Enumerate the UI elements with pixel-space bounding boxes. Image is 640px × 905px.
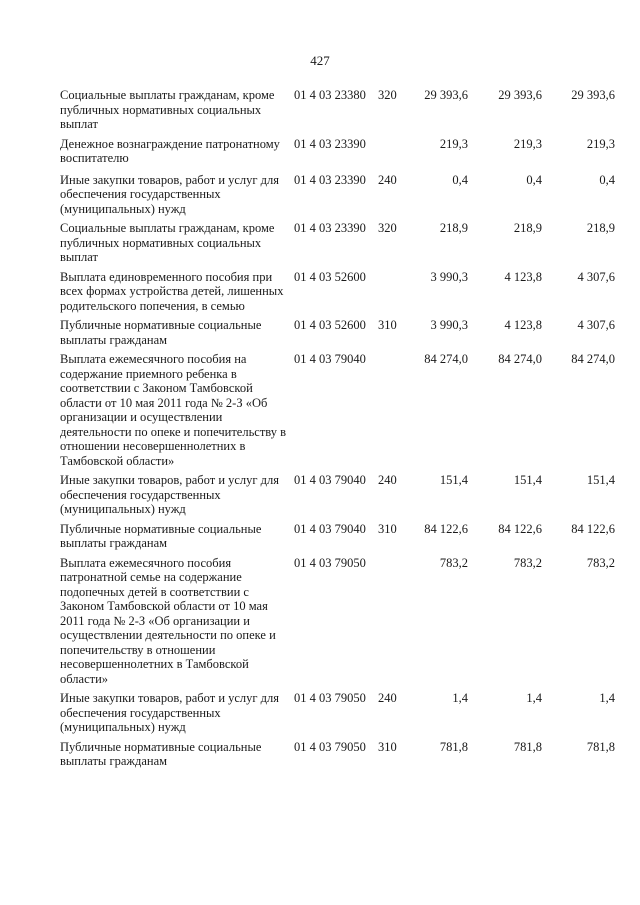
row-code: 01 4 03 52600 — [294, 269, 366, 284]
table-row — [60, 270, 622, 314]
table-row — [60, 691, 622, 735]
row-description: Выплата единовременного пособия при всех формах устройства детей, лишенных родительского попечения, в семью — [60, 269, 284, 313]
row-description: Выплата ежемесячного пособия на содержание приемного ребенка в соответствии с Законом Тамбовской области от 10 мая 2011 года № 2-З «Об организации и осуществлении деятельности по опеке и попечительству в отношении несовершеннолетних в Тамбовской области» — [60, 352, 287, 468]
table-row — [60, 352, 622, 468]
row-code: 01 4 03 79050 — [294, 691, 366, 705]
row-description: Иные закупки товаров, работ и услуг для обеспечения государственных (муниципальных) нужд — [60, 691, 280, 734]
row-value-2: 84 274,0 — [498, 352, 542, 366]
row-code: 01 4 03 79040 — [294, 352, 366, 366]
budget-table — [60, 88, 622, 769]
row-value-1: 29 393,6 — [424, 88, 468, 102]
row-description: Денежное вознаграждение патронатному воспитателю — [60, 136, 280, 165]
row-value-1: 219,3 — [439, 136, 468, 151]
row-code: 01 4 03 23390 — [294, 221, 366, 235]
table-row — [60, 318, 622, 347]
row-expense-type: 320 — [378, 88, 397, 102]
row-code: 01 4 03 52600 — [294, 318, 366, 332]
table-row — [60, 556, 622, 687]
page-number: 427 — [310, 53, 330, 68]
row-value-1: 84 274,0 — [424, 352, 468, 366]
row-code: 01 4 03 79050 — [294, 555, 366, 570]
row-value-3: 783,2 — [586, 555, 615, 570]
row-description: Социальные выплаты гражданам, кроме публичных нормативных социальных выплат — [60, 221, 275, 264]
table-row — [60, 137, 622, 166]
row-code: 01 4 03 23390 — [294, 172, 366, 187]
row-value-1: 781,8 — [439, 739, 468, 754]
row-value-1: 783,2 — [439, 555, 468, 570]
row-value-2: 0,4 — [526, 172, 542, 187]
row-value-1: 84 122,6 — [424, 521, 468, 536]
row-code: 01 4 03 79050 — [294, 739, 366, 754]
row-expense-type: 240 — [378, 473, 397, 487]
row-description: Публичные нормативные социальные выплаты гражданам — [60, 739, 262, 768]
row-value-3: 0,4 — [599, 172, 615, 187]
row-value-3: 84 274,0 — [571, 352, 615, 366]
row-value-2: 4 123,8 — [504, 318, 542, 332]
row-value-2: 4 123,8 — [504, 269, 542, 284]
row-value-2: 218,9 — [513, 221, 542, 235]
row-description: Выплата ежемесячного пособия патронатной семье на содержание подопечных детей в соответствии с Законом Тамбовской области от 10 мая 2011 года № 2-З «Об организации и осуществлении деятельности по опеке и попечительству в отношении несовершеннолетних в Тамбовской области» — [60, 555, 276, 686]
row-description: Социальные выплаты гражданам, кроме публичных нормативных социальных выплат — [60, 88, 275, 131]
row-value-2: 1,4 — [526, 691, 542, 705]
row-value-2: 29 393,6 — [498, 88, 542, 102]
row-value-1: 3 990,3 — [430, 269, 468, 284]
row-value-3: 84 122,6 — [571, 521, 615, 536]
row-value-2: 219,3 — [513, 136, 542, 151]
row-description: Публичные нормативные социальные выплаты гражданам — [60, 521, 262, 550]
row-value-1: 218,9 — [439, 221, 468, 235]
row-value-2: 84 122,6 — [498, 521, 542, 536]
row-value-3: 219,3 — [586, 136, 615, 151]
row-code: 01 4 03 23380 — [294, 88, 366, 102]
row-value-1: 1,4 — [452, 691, 468, 705]
row-value-1: 0,4 — [452, 172, 468, 187]
row-value-2: 781,8 — [513, 739, 542, 754]
table-row — [60, 473, 622, 517]
row-value-3: 4 307,6 — [577, 269, 615, 284]
row-value-2: 151,4 — [513, 473, 542, 487]
table-row — [60, 522, 622, 551]
row-code: 01 4 03 79040 — [294, 521, 366, 536]
row-expense-type: 310 — [378, 318, 397, 332]
row-code: 01 4 03 79040 — [294, 473, 366, 487]
row-description: Иные закупки товаров, работ и услуг для обеспечения государственных (муниципальных) нужд — [60, 172, 280, 216]
row-value-3: 1,4 — [599, 691, 615, 705]
table-row — [60, 173, 622, 217]
row-expense-type: 240 — [378, 691, 397, 705]
row-value-3: 151,4 — [586, 473, 615, 487]
row-description: Публичные нормативные социальные выплаты гражданам — [60, 318, 262, 347]
row-value-3: 4 307,6 — [577, 318, 615, 332]
row-value-2: 783,2 — [513, 555, 542, 570]
row-expense-type: 310 — [378, 739, 397, 754]
table-row — [60, 221, 622, 265]
row-value-3: 29 393,6 — [571, 88, 615, 102]
row-code: 01 4 03 23390 — [294, 136, 366, 151]
row-value-1: 3 990,3 — [430, 318, 468, 332]
table-row — [60, 740, 622, 769]
row-expense-type: 240 — [378, 172, 397, 187]
row-value-1: 151,4 — [439, 473, 468, 487]
table-row — [60, 88, 622, 132]
row-value-3: 218,9 — [586, 221, 615, 235]
row-expense-type: 310 — [378, 521, 397, 536]
row-description: Иные закупки товаров, работ и услуг для обеспечения государственных (муниципальных) нужд — [60, 473, 280, 516]
row-value-3: 781,8 — [586, 739, 615, 754]
row-expense-type: 320 — [378, 221, 397, 235]
